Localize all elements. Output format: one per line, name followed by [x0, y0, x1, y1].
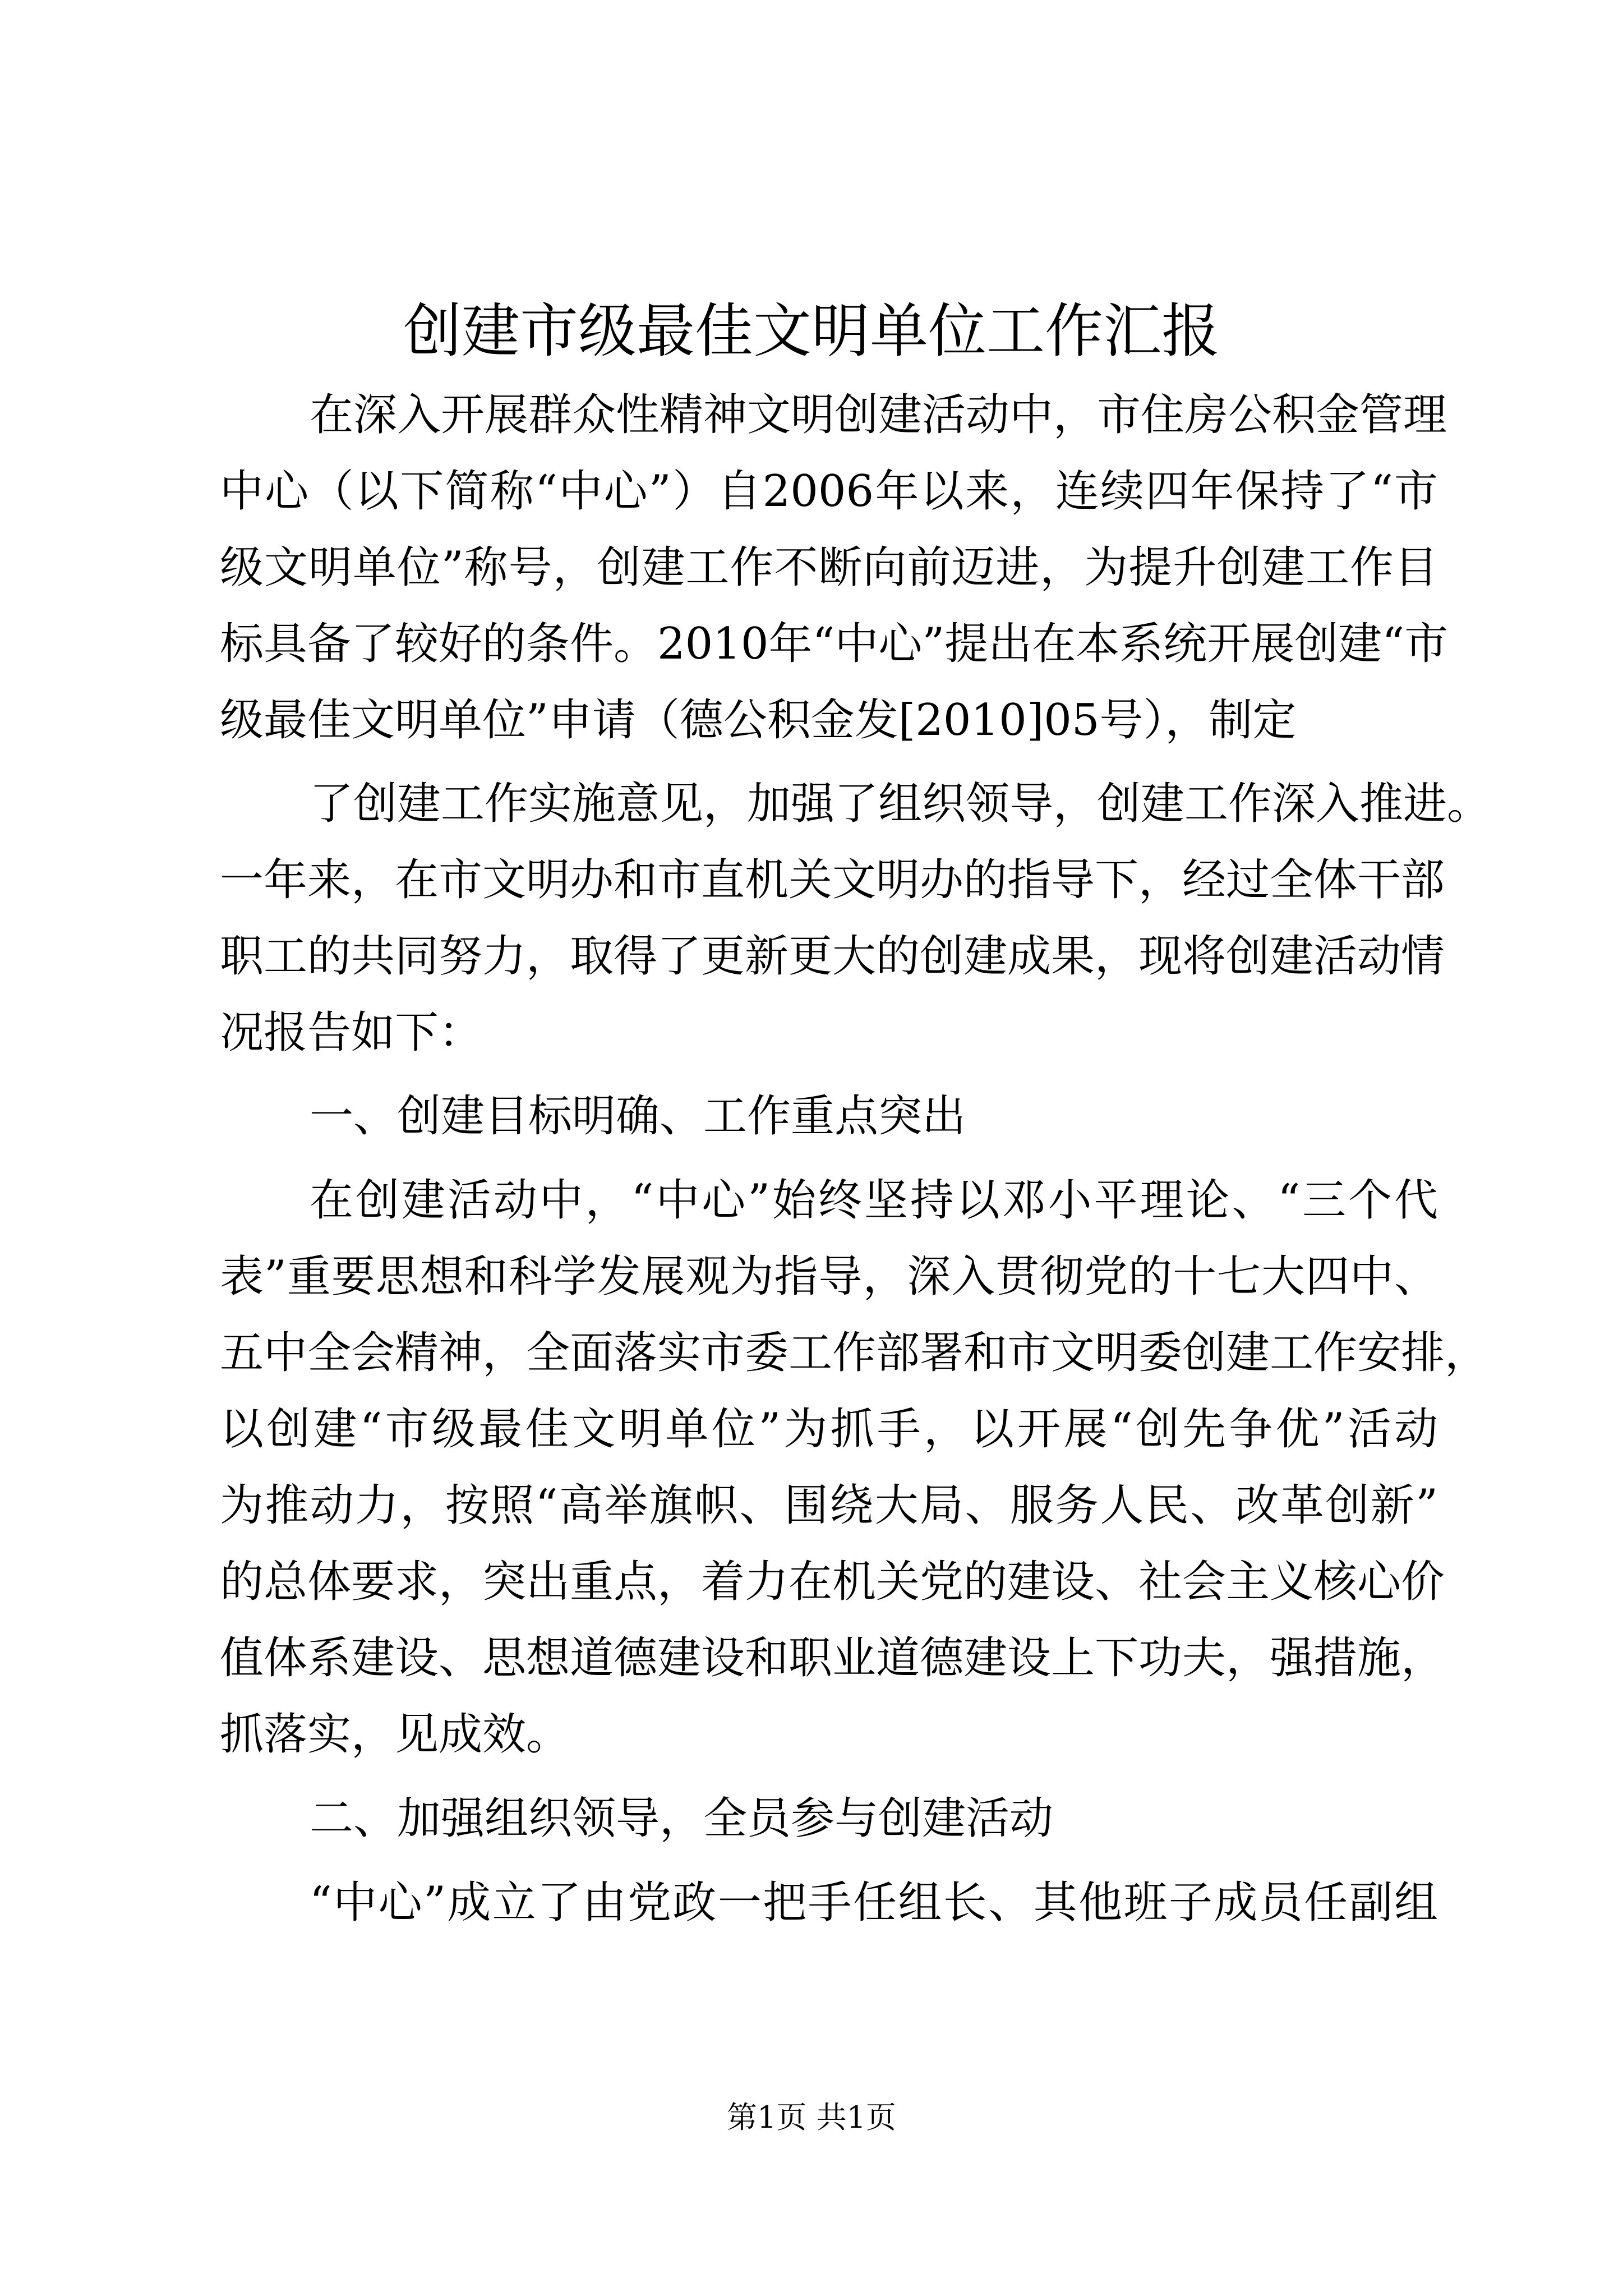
body-line: 值体系建设、思想道德建设和职业道德建设上下功夫，强措施，	[220, 1633, 1445, 1683]
page-footer: 第1页 共1页	[727, 2100, 896, 2135]
body-line: 了创建工作实施意见，加强了组织领导，创建工作深入推进。	[310, 779, 1491, 829]
body-line: 标具备了较好的条件。2010年“中心”提出在本系统开展创建“市	[220, 619, 1449, 669]
body-line: 为推动力，按照“高举旗帜、围绕大局、服务人民、改革创新”	[220, 1480, 1438, 1531]
body-line: 况报告如下：	[220, 1007, 483, 1058]
document-title: 创建市级最佳文明单位工作汇报	[403, 297, 1220, 365]
body-line: 职工的共同努力，取得了更新更大的创建成果，现将创建活动情	[220, 931, 1445, 982]
body-line: “中心”成立了由党政一把手任组长、其他班子成员任副组	[310, 1878, 1438, 1928]
body-line: 抓落实，见成效。	[220, 1709, 570, 1760]
body-line: 表”重要思想和科学发展观为指导，深入贯彻党的十七大四中、	[220, 1251, 1438, 1302]
body-line: 以创建“市级最佳文明单位”为抓手，以开展“创先争优”活动	[220, 1404, 1438, 1455]
body-line: 中心（以下简称“中心”）自2006年以来，连续四年保持了“市	[220, 466, 1438, 517]
body-line: 级文明单位”称号，创建工作不断向前迈进，为提升创建工作目	[220, 542, 1438, 593]
body-line: 级最佳文明单位”申请（德公积金发[2010]05号），制定	[220, 695, 1297, 746]
section-heading: 一、创建目标明确、工作重点突出	[310, 1091, 966, 1142]
body-line: 在创建活动中，“中心”始终坚持以邓小平理论、“三个代	[310, 1175, 1438, 1226]
body-line: 一年来，在市文明办和市直机关文明办的指导下，经过全体干部	[220, 855, 1445, 905]
body-line: 在深入开展群众性精神文明创建活动中，市住房公积金管理	[310, 390, 1447, 440]
body-line: 五中全会精神，全面落实市委工作部署和市文明委创建工作安排，	[220, 1328, 1489, 1378]
section-heading: 二、加强组织领导，全员参与创建活动	[310, 1793, 1054, 1844]
body-line: 的总体要求，突出重点，着力在机关党的建设、社会主义核心价	[220, 1557, 1445, 1607]
